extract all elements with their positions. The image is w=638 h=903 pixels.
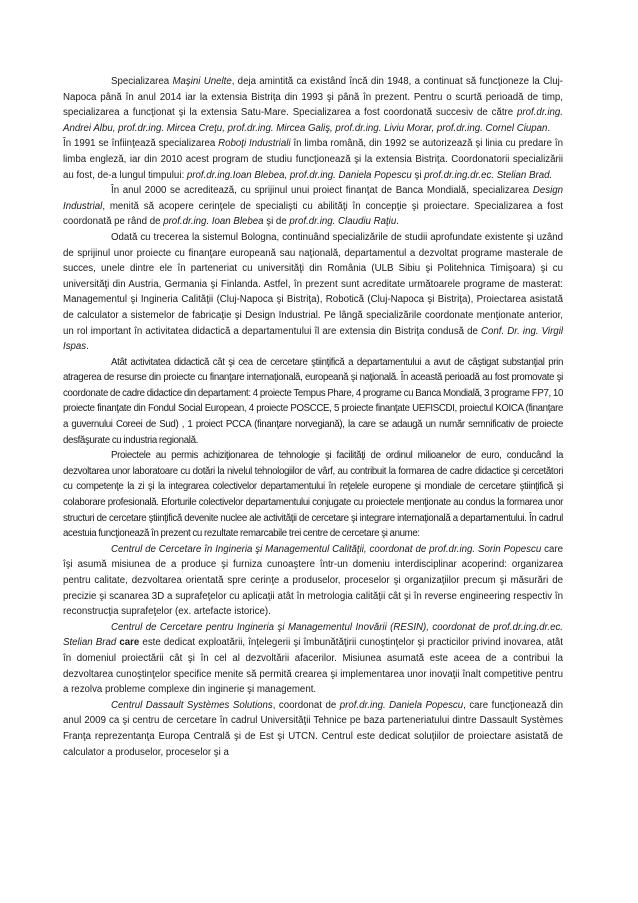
coordinator-name: Conf. Dr. ing. Virgil Ispas [63,325,564,353]
coordinators-names: prof.dr.ing. Andrei Albu, prof.dr.ing. Mircea Creţu, prof.dr.ing. Mircea Galiş, prof.dr.ing. Liviu Morar, prof.dr.ing. Cornel Ciupan [63,107,563,134]
text: În anul 2000 se acreditează, cu sprijinul unui proiect finanţat de Banca Mondială, specializarea [111,185,533,197]
center-title: Centrul de Cercetare în Ingineria şi Managementul Calităţii, coordonat de prof.dr.ing. Sorin Popescu [111,543,542,555]
center-title: Centrul Dassault Systèmes Solutions [111,699,273,711]
text: În 1991 se înfiinţează specializarea [63,138,219,150]
paragraph-design-industrial [63,183,563,230]
document-page [63,74,563,760]
text: , deja amintită ca existând încă din 1948, a continuat să funcţioneze la Cluj-Napoca până în anul 2014 iar la extensia Bistriţa din 1993 şi până în prezent. Pentru o scurtă perioadă de timp, specializarea a funcţionat şi la extensia Satu-Mare. Specializarea a fost coordonată succesiv de către [63,76,563,119]
text: în limba română, din 1992 se autorizează şi linia cu predare în limba engleză, iar din 2010 acest program de studiu funcţionează şi la extensia Bistriţa. Coordonatorii specializării au fost, de-a lungul timpului: [63,138,563,181]
center-title: Centrul de Cercetare pentru Ingineria şi Managementul Inovării (RESIN), coordonat de prof.dr.ing.dr.ec. Stelian Brad [63,621,563,649]
text: Specializarea [111,76,173,87]
text: este dedicat exploatării, înţelegerii şi îmbunătăţirii cunoştinţelor şi practicilor privind inovarea, atât în domeniul proiectării cât şi în cel al dezvoltării afacerilor. Misiunea asumată este aceea de a contribui la dezvoltarea cunoştinţelor specifice menite să permită crearea şi implementarea unor inovaţii înalt competitive pentru a rezolva probleme complexe din inginerie şi management. [63,637,563,696]
text: , menită să acopere cerinţele de specialişti cu abilităţi în concepţie şi proiectare. Specializarea a fost coordonată pe rând de [63,200,563,228]
paragraph-quality-center [63,542,563,620]
paragraph-masini-unelte [63,74,563,136]
paragraph-roboti-industriali [63,136,563,183]
text: Atât activitatea didactică cât şi cea de cercetare ştiinţifică a departamentului a avut de câştigat substanţial prin atragerea de resurse din proiecte cu finanţare internaţională, europeană şi naţională. În această perioadă au fost promovate şi coordonate de cadre didactice din departament: 4 proiecte Tempus Phare, 4 programe cu Banca Mondială, 3 programe FP7, 10 proiecte finanţate din Fondul Social European, 4 proiecte POSCCE, 5 proiecte finanţate UEFISCDI, proiectul KOICA (finanţare a guvernului Coreei de Sud) , 1 proiect PCCA (finanţare norvegiană), la care se adaugă un număr semnificativ de proiecte desfăşurate cu industria regională. [63,356,563,446]
italic-text: Maşini Unelte [172,76,232,87]
text: . [547,122,551,134]
coordinators-names: prof.dr.ing.Ioan Blebea, prof.dr.ing. Daniela Popescu [186,169,412,181]
text: şi [411,169,425,181]
coordinator-name: prof.dr.ing.dr.ec. Stelian Brad. [424,169,553,181]
bold-text: care [119,637,140,649]
coordinator-name: prof.dr.ing. Claudiu Raţiu [289,216,397,228]
paragraph-research-structures [63,448,563,542]
text: Odată cu trecerea la sistemul Bologna, continuând specializările de studii aprofundate existente şi uzând de sprijinul unor proiecte cu finanţare europeană sau naţională, departamentul a dezvoltat programe masterale de succes, unele dintre ele în parteneriat cu universităţi din România (ULB Sibiu şi Politehnica Timişoara) şi cu universităţi din Austria, Germania şi Finlanda. Astfel, în prezent sunt acreditate următoarele programe de masterat: Managementul şi Ingineria Calităţii (Cluj-Napoca şi Bistriţa), Robotică (Cluj-Napoca şi Bistriţa), Proiectarea asistată de calculator a sistemelor de fabricaţie şi Design Industrial. Pe lângă specializările coordonate menţionate anterior, un rol important în activitatea didactică a departamentului îl are extensia din Bistriţa condusă de [63,231,563,337]
italic-text: Design Industrial [63,185,563,212]
text: . [86,341,89,353]
text: şi de [263,216,290,228]
text: care îşi asumă misiunea de a produce şi furniza cunoaştere într-un domeniu interdisciplinar acoperind: organizarea pentru calitate, dezvoltarea orientată spre cerinţe a produselor, proceselor şi organizaţiilor precum şi măsurări de precizie şi scanarea 3D a suprafeţelor cu aplicaţii atât în metrologia calităţii cât şi în reverse engineering respectiv în reconstrucţia suprafeţelor (ex. artefacte istorice). [63,543,563,618]
italic-text: Roboţi Industriali [218,138,291,150]
paragraph-resin-center [63,620,563,698]
text: , coordonat de [272,699,340,711]
paragraph-dassault-center [63,698,563,760]
coordinator-name: prof.dr.ing. Daniela Popescu [339,699,464,711]
paragraph-projects [63,355,563,449]
text: Proiectele au permis achiziţionarea de tehnologie şi facilităţi de ordinul milioanelor de euro, conducând la dezvoltarea unor laboratoare cu dotări la nivelul tehnologiilor de vârf, au contribuit la formarea de cadre didactice şi cercetători cu competenţe la zi şi la integrarea colectivelor departamentului în reţelele europene şi mondiale de cercetare ştiinţifică şi colaborare profesională. Eforturile colectivelor departamentului conjugate cu proiectele menţionate au condus la formarea unor structuri de cercetare ştiinţifică devenite nuclee ale activităţii de cercetare şi integrare internaţională a departamentului. În cadrul acestuia funcţionează în prezent cu rezultate remarcabile trei centre de cercetare şi anume: [63,450,563,540]
text: , care funcţionează din anul 2009 ca şi centru de cercetare în cadrul Universităţii Tehnice pe baza parteneriatului dintre Dassault Systèmes Franţa reprezentanţa Europa Centrală şi de Est şi UTCN. Centrul este dedicat soluţiilor de proiectare asistată de calculator a produselor, proceselor şi a [63,699,563,758]
text: . [396,216,399,228]
coordinator-name: prof.dr.ing. Ioan Blebea [163,216,264,228]
paragraph-bologna-masters [63,230,563,355]
